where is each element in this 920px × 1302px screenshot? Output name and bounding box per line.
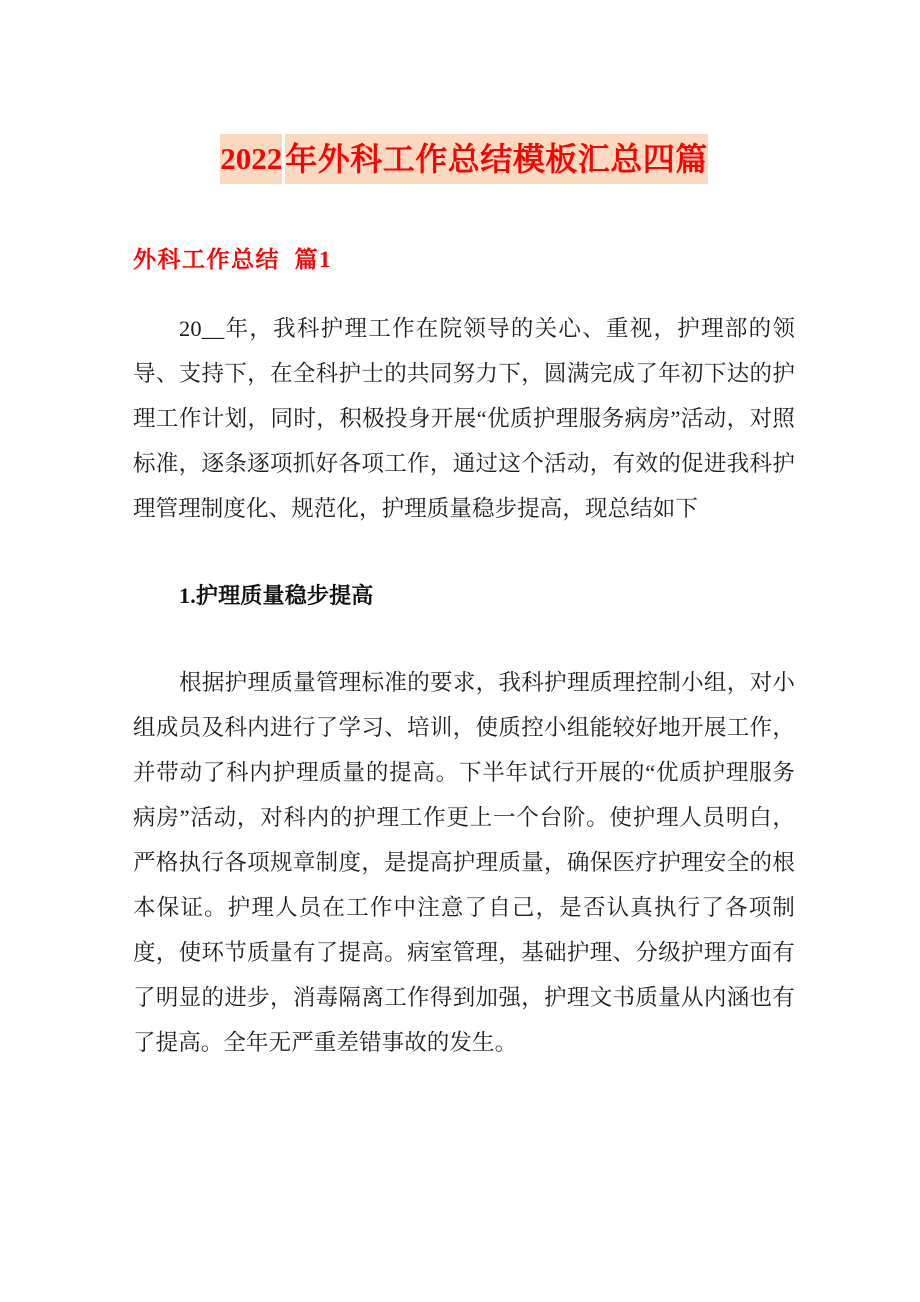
page-title: [133, 134, 795, 184]
page-title-year: 2022: [220, 134, 282, 184]
page-title-text: 年外科工作总结模板汇总四篇: [285, 134, 708, 184]
document-body: [133, 306, 795, 1065]
body-paragraph: 20__年，我科护理工作在院领导的关心、重视，护理部的领导、支持下，在全科护士的共同努力下，圆满完成了年初下达的护理工作计划，同时，积极投身开展“优质护理服务病房”活动，对照标准，逐条逐项抓好各项工作，通过这个活动，有效的促进我科护理管理制度化、规范化，护理质量稳步提高，现总结如下: [133, 316, 795, 521]
body-paragraph: 根据护理质量管理标准的要求，我科护理质理控制小组，对小组成员及科内进行了学习、培训，使质控小组能较好地开展工作，并带动了科内护理质量的提高。下半年试行开展的“优质护理服务病房”活动，对科内的护理工作更上一个台阶。使护理人员明白，严格执行各项规章制度，是提高护理质量，确保医疗护理安全的根本保证。护理人员在工作中注意了自己，是否认真执行了各项制度，使环节质量有了提高。病室管理，基础护理、分级护理方面有了明显的进步，消毒隔离工作得到加强，护理文书质量从内涵也有了提高。全年无严重差错事故的发生。: [133, 670, 795, 1055]
paragraph-spacer: [133, 531, 795, 573]
section-subtitle: 外科工作总结 篇1: [133, 247, 332, 272]
sub-heading: 1.护理质量稳步提高: [179, 583, 374, 608]
paragraph-spacer: [133, 618, 795, 660]
